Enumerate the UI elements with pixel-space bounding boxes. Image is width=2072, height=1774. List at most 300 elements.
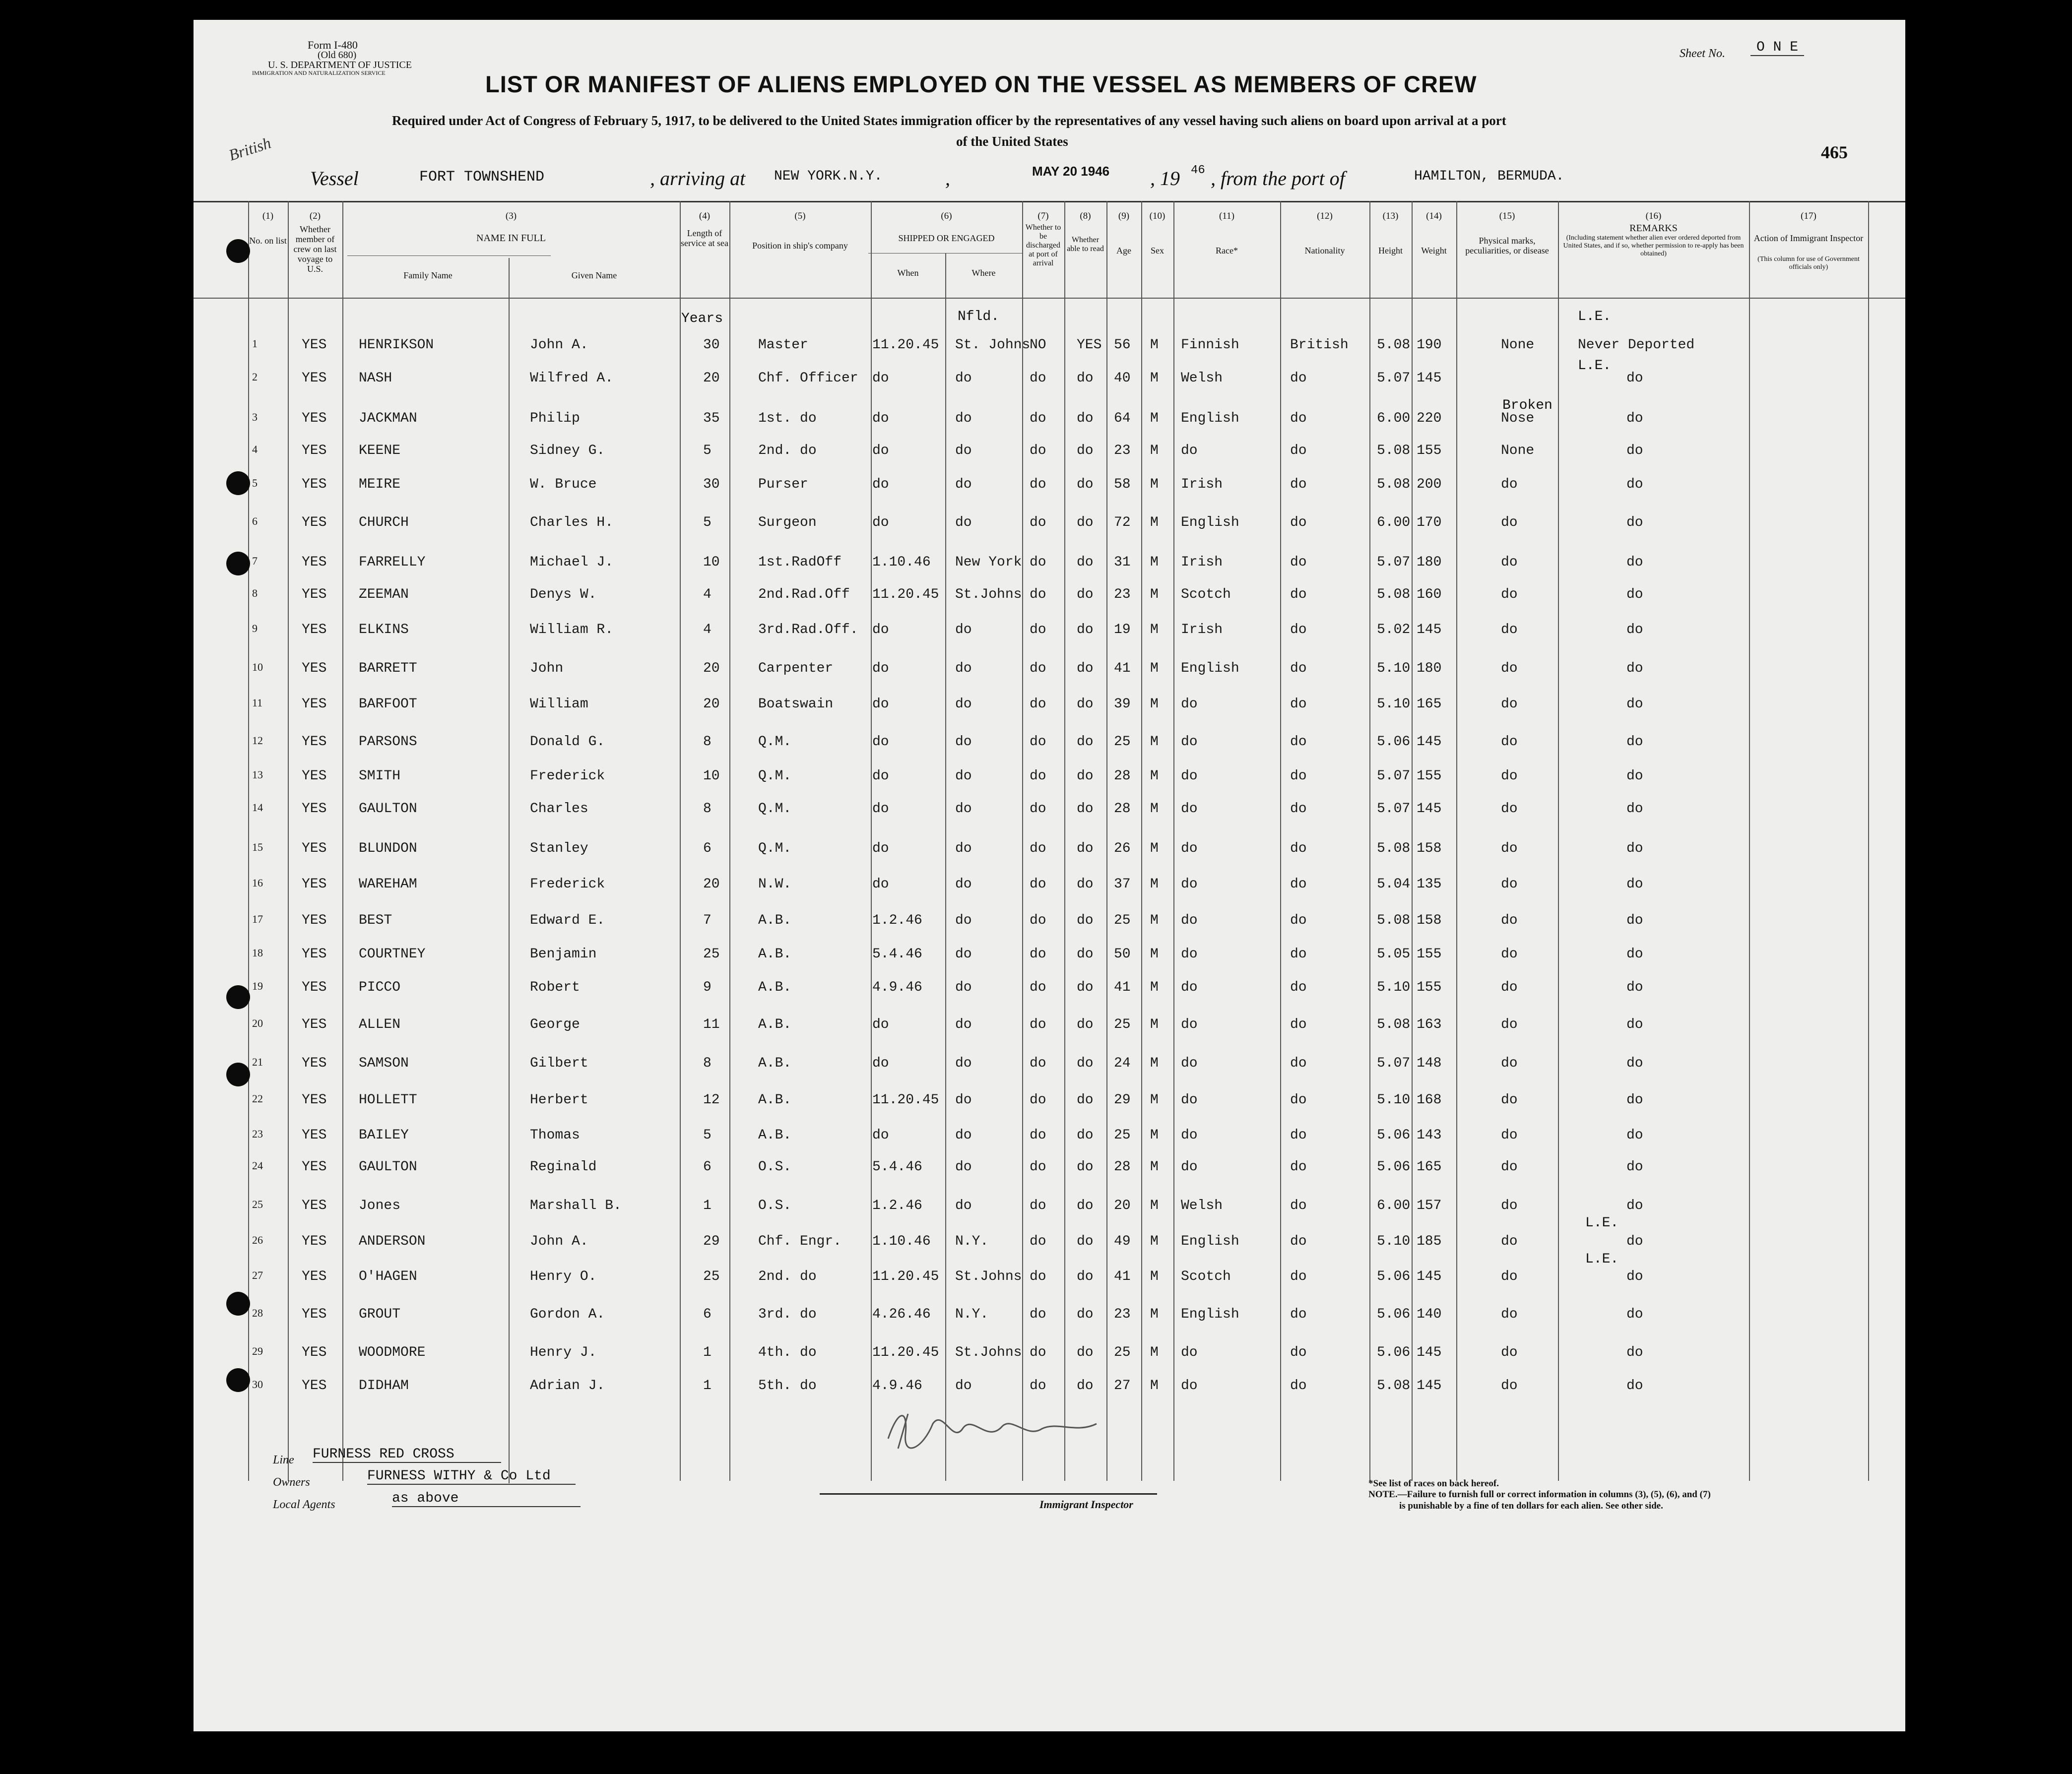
nationality: do — [1290, 1307, 1307, 1322]
col-head-weight: Weight — [1421, 246, 1447, 255]
shipped-where: N.Y. — [955, 1307, 989, 1322]
col-num-7: (7) — [1037, 211, 1049, 221]
length-of-service: 25 — [703, 947, 720, 962]
height: 6.00 — [1377, 515, 1411, 530]
crew-last-voyage: YES — [302, 734, 327, 750]
able-to-read: do — [1077, 841, 1094, 856]
remarks: do — [1626, 622, 1643, 637]
family-name: O'HAGEN — [359, 1269, 417, 1284]
remarks: do — [1626, 477, 1643, 492]
col-head-remarks: REMARKS — [1629, 223, 1678, 234]
sex: M — [1150, 555, 1159, 570]
race: do — [1181, 980, 1198, 995]
height: 5.06 — [1377, 734, 1411, 750]
position: A.B. — [758, 947, 792, 962]
age: 31 — [1114, 555, 1131, 570]
physical-marks: do — [1501, 697, 1518, 712]
year-value: 46 — [1191, 164, 1205, 177]
col-head-position: Position in ship's company — [752, 241, 848, 251]
given-name: George — [530, 1017, 580, 1032]
able-to-read: do — [1077, 801, 1094, 817]
height: 5.10 — [1377, 697, 1411, 712]
crew-last-voyage: YES — [302, 913, 327, 928]
weight: 145 — [1417, 371, 1442, 386]
sex: M — [1150, 1234, 1159, 1249]
remarks: do — [1626, 1378, 1643, 1394]
length-of-service: 20 — [703, 371, 720, 386]
crew-last-voyage: YES — [302, 1128, 327, 1143]
col-head-height: Height — [1378, 246, 1403, 255]
to-be-discharged: do — [1030, 587, 1046, 602]
owners-label: Owners — [273, 1476, 310, 1489]
length-of-service: 1 — [703, 1198, 712, 1213]
shipped-when: do — [872, 768, 889, 784]
to-be-discharged: do — [1030, 371, 1046, 386]
race: do — [1181, 1017, 1198, 1032]
able-to-read: do — [1077, 443, 1094, 458]
shipped-where: do — [955, 801, 972, 817]
sex: M — [1150, 411, 1159, 426]
height: 5.02 — [1377, 622, 1411, 637]
height: 5.08 — [1377, 841, 1411, 856]
col-num-3: (3) — [505, 211, 517, 221]
row-number: 24 — [252, 1159, 263, 1172]
table-row — [194, 1345, 1905, 1368]
age: 72 — [1114, 515, 1131, 530]
to-be-discharged: do — [1030, 980, 1046, 995]
given-name: Sidney G. — [530, 443, 605, 458]
age: 28 — [1114, 801, 1131, 817]
length-of-service: 9 — [703, 980, 712, 995]
nationality: do — [1290, 622, 1307, 637]
height: 5.06 — [1377, 1307, 1411, 1322]
physical-marks: Nose — [1501, 411, 1535, 426]
row-number: 16 — [252, 877, 263, 889]
physical-marks: do — [1501, 801, 1518, 817]
col-num-1: (1) — [262, 211, 274, 221]
col-head-service: Length of service at sea — [681, 228, 728, 248]
height: 5.08 — [1377, 443, 1411, 458]
position: Boatswain — [758, 697, 834, 712]
length-of-service: 12 — [703, 1092, 720, 1108]
weight: 145 — [1417, 1345, 1442, 1360]
remarks: do — [1626, 1017, 1643, 1032]
nationality: do — [1290, 734, 1307, 750]
col-head-discharged: Whether to be discharged at port of arrival — [1025, 223, 1061, 267]
row-number: 12 — [252, 734, 263, 747]
age: 40 — [1114, 371, 1131, 386]
height: 5.10 — [1377, 1092, 1411, 1108]
row-number: 25 — [252, 1198, 263, 1210]
weight: 145 — [1417, 622, 1442, 637]
physical-marks: do — [1501, 877, 1518, 892]
shipped-where: do — [955, 1056, 972, 1071]
remarks: do — [1626, 1056, 1643, 1071]
family-name: COURTNEY — [359, 947, 426, 962]
arrival-date-stamp: MAY 20 1946 — [1032, 164, 1110, 179]
position: Chf. Officer — [758, 371, 858, 386]
weight: 220 — [1417, 411, 1442, 426]
to-be-discharged: do — [1030, 697, 1046, 712]
weight: 155 — [1417, 947, 1442, 962]
sex: M — [1150, 913, 1159, 928]
row-number: 19 — [252, 980, 263, 992]
crew-last-voyage: YES — [302, 1056, 327, 1071]
row-number: 9 — [252, 622, 258, 634]
sex: M — [1150, 877, 1159, 892]
shipped-where: do — [955, 1378, 972, 1394]
nfld-label: Nfld. — [958, 309, 1000, 324]
position: O.S. — [758, 1198, 792, 1213]
row-number: 14 — [252, 801, 263, 814]
height: 5.06 — [1377, 1128, 1411, 1143]
family-name: JACKMAN — [359, 411, 417, 426]
crew-last-voyage: YES — [302, 980, 327, 995]
remarks: do — [1626, 587, 1643, 602]
crew-last-voyage: YES — [302, 555, 327, 570]
table-row — [194, 555, 1905, 577]
agents-label: Local Agents — [273, 1498, 335, 1511]
remarks: do — [1626, 1345, 1643, 1360]
shipped-where: New York — [955, 555, 1022, 570]
shipped-when: 1.10.46 — [872, 555, 931, 570]
physical-marks: do — [1501, 947, 1518, 962]
row-number: 23 — [252, 1128, 263, 1140]
crew-last-voyage: YES — [302, 587, 327, 602]
row-number: 13 — [252, 768, 263, 781]
crew-last-voyage: YES — [302, 1307, 327, 1322]
table-row — [194, 697, 1905, 719]
height: 5.08 — [1377, 477, 1411, 492]
manifest-sheet — [194, 20, 1905, 1731]
weight: 140 — [1417, 1307, 1442, 1322]
crew-last-voyage: YES — [302, 768, 327, 784]
col-head-nationality: Nationality — [1304, 246, 1345, 255]
position: Master — [758, 337, 808, 353]
binder-hole — [226, 985, 250, 1009]
remarks: do — [1626, 411, 1643, 426]
physical-marks: do — [1501, 515, 1518, 530]
race: Irish — [1181, 477, 1223, 492]
col-head-shipped: SHIPPED OR ENGAGED — [898, 233, 995, 243]
to-be-discharged: do — [1030, 913, 1046, 928]
col-head-marks: Physical marks, peculiarities, or disease — [1465, 236, 1549, 255]
given-name: Henry J. — [530, 1345, 597, 1360]
shipped-when: do — [872, 1017, 889, 1032]
able-to-read: do — [1077, 1234, 1094, 1249]
sex: M — [1150, 622, 1159, 637]
position: 2nd. do — [758, 443, 817, 458]
to-be-discharged: do — [1030, 1092, 1046, 1108]
row-number: 3 — [252, 411, 258, 423]
row-number: 2 — [252, 371, 258, 383]
position: N.W. — [758, 877, 792, 892]
table-row — [194, 947, 1905, 969]
row-number: 5 — [252, 477, 258, 489]
to-be-discharged: do — [1030, 734, 1046, 750]
position: A.B. — [758, 1092, 792, 1108]
nationality: do — [1290, 1159, 1307, 1175]
crew-last-voyage: YES — [302, 1234, 327, 1249]
remarks: do — [1626, 443, 1643, 458]
shipped-where: do — [955, 622, 972, 637]
shipped-when: do — [872, 371, 889, 386]
physical-marks: do — [1501, 477, 1518, 492]
age: 41 — [1114, 1269, 1131, 1284]
race: do — [1181, 801, 1198, 817]
length-of-service: 6 — [703, 1307, 712, 1322]
shipped-where: do — [955, 411, 972, 426]
form-number: Form I-480 — [308, 39, 358, 51]
length-of-service: 5 — [703, 1128, 712, 1143]
to-be-discharged: do — [1030, 515, 1046, 530]
col-head-inspector-sub: (This column for use of Government officials only) — [1757, 255, 1860, 271]
physical-marks: do — [1501, 980, 1518, 995]
given-name: Benjamin — [530, 947, 597, 962]
length-of-service: 30 — [703, 337, 720, 353]
nationality: do — [1290, 515, 1307, 530]
able-to-read: do — [1077, 661, 1094, 676]
row-number: 4 — [252, 443, 258, 455]
race: Finnish — [1181, 337, 1239, 353]
family-name: NASH — [359, 371, 392, 386]
service-name: IMMIGRATION AND NATURALIZATION SERVICE — [252, 69, 386, 76]
age: 39 — [1114, 697, 1131, 712]
position: 3rd.Rad.Off. — [758, 622, 858, 637]
crew-last-voyage: YES — [302, 697, 327, 712]
name-header-rule — [347, 255, 551, 256]
col-num-10: (10) — [1149, 211, 1166, 221]
table-row — [194, 1056, 1905, 1078]
height: 5.08 — [1377, 337, 1411, 353]
weight: 145 — [1417, 1269, 1442, 1284]
sex: M — [1150, 1378, 1159, 1394]
family-name: WAREHAM — [359, 877, 417, 892]
owners-value: FURNESS WITHY & Co Ltd — [367, 1468, 576, 1485]
col-head-number: No. on list — [249, 236, 287, 246]
race: English — [1181, 411, 1239, 426]
race: Welsh — [1181, 1198, 1223, 1213]
remarks: do — [1626, 734, 1643, 750]
physical-marks: do — [1501, 661, 1518, 676]
line-label: Line — [273, 1454, 294, 1466]
given-name: Charles H. — [530, 515, 614, 530]
able-to-read: do — [1077, 947, 1094, 962]
given-name: Reginald — [530, 1159, 597, 1175]
nationality: do — [1290, 1234, 1307, 1249]
remark-le-row2: L.E. — [1578, 358, 1612, 374]
physical-marks: do — [1501, 734, 1518, 750]
sex: M — [1150, 1056, 1159, 1071]
shipped-when: do — [872, 1128, 889, 1143]
remarks: do — [1626, 1269, 1643, 1284]
shipped-where: do — [955, 515, 972, 530]
able-to-read: YES — [1077, 337, 1102, 353]
nationality: do — [1290, 1092, 1307, 1108]
height: 5.07 — [1377, 1056, 1411, 1071]
col-num-5: (5) — [794, 211, 806, 221]
sex: M — [1150, 371, 1159, 386]
position: Carpenter — [758, 661, 834, 676]
table-row — [194, 768, 1905, 791]
shipped-where: St. Johns — [955, 337, 1031, 353]
row-number: 6 — [252, 515, 258, 527]
able-to-read: do — [1077, 587, 1094, 602]
sex: M — [1150, 947, 1159, 962]
race: do — [1181, 697, 1198, 712]
table-row — [194, 1159, 1905, 1182]
to-be-discharged: do — [1030, 947, 1046, 962]
given-name: Denys W. — [530, 587, 597, 602]
crew-last-voyage: YES — [302, 443, 327, 458]
family-name: FARRELLY — [359, 555, 426, 570]
position: A.B. — [758, 1017, 792, 1032]
table-row — [194, 913, 1905, 936]
nationality: do — [1290, 371, 1307, 386]
row-number: 1 — [252, 337, 258, 350]
race: Scotch — [1181, 1269, 1231, 1284]
shipped-when: do — [872, 1056, 889, 1071]
sex: M — [1150, 337, 1159, 353]
col-head-where: Where — [971, 268, 996, 278]
to-be-discharged: do — [1030, 661, 1046, 676]
shipped-where: do — [955, 768, 972, 784]
race: do — [1181, 1378, 1198, 1394]
height: 5.05 — [1377, 947, 1411, 962]
shipped-where: do — [955, 947, 972, 962]
to-be-discharged: do — [1030, 841, 1046, 856]
able-to-read: do — [1077, 734, 1094, 750]
age: 37 — [1114, 877, 1131, 892]
age: 50 — [1114, 947, 1131, 962]
race: do — [1181, 841, 1198, 856]
table-row — [194, 1017, 1905, 1040]
able-to-read: do — [1077, 697, 1094, 712]
physical-marks: do — [1501, 1017, 1518, 1032]
shipped-where: do — [955, 1198, 972, 1213]
shipped-where: do — [955, 913, 972, 928]
height: 5.07 — [1377, 371, 1411, 386]
remarks: do — [1626, 697, 1643, 712]
shipped-where: do — [955, 980, 972, 995]
sex: M — [1150, 1269, 1159, 1284]
nationality: do — [1290, 1198, 1307, 1213]
length-of-service: 4 — [703, 587, 712, 602]
age: 29 — [1114, 1092, 1131, 1108]
remarks: do — [1626, 841, 1643, 856]
table-row — [194, 1307, 1905, 1330]
length-of-service: 8 — [703, 1056, 712, 1071]
height: 5.10 — [1377, 980, 1411, 995]
position: 2nd.Rad.Off — [758, 587, 850, 602]
nationality: do — [1290, 1269, 1307, 1284]
table-row — [194, 1128, 1905, 1150]
nationality: do — [1290, 587, 1307, 602]
height: 5.08 — [1377, 1017, 1411, 1032]
length-of-service: 1 — [703, 1378, 712, 1394]
table-row — [194, 411, 1905, 434]
given-name: Philip — [530, 411, 580, 426]
table-row — [194, 980, 1905, 1003]
physical-marks: do — [1501, 1056, 1518, 1071]
race: do — [1181, 1345, 1198, 1360]
physical-marks: do — [1501, 622, 1518, 637]
crew-last-voyage: YES — [302, 371, 327, 386]
family-name: BARRETT — [359, 661, 417, 676]
age: 20 — [1114, 1198, 1131, 1213]
row-number: 10 — [252, 661, 263, 673]
physical-marks: do — [1501, 555, 1518, 570]
col-head-age: Age — [1116, 246, 1131, 255]
inspector-signature-line — [820, 1493, 1157, 1495]
to-be-discharged: do — [1030, 443, 1046, 458]
weight: 145 — [1417, 734, 1442, 750]
col-num-8: (8) — [1080, 211, 1091, 221]
shipped-where: St.Johns — [955, 1269, 1022, 1284]
col-num-17: (17) — [1801, 211, 1816, 221]
shipped-where: St.Johns — [955, 587, 1022, 602]
crew-last-voyage: YES — [302, 1345, 327, 1360]
form-old-number: (Old 680) — [318, 50, 357, 61]
sex: M — [1150, 477, 1159, 492]
remarks: do — [1626, 1128, 1643, 1143]
nationality: do — [1290, 947, 1307, 962]
age: 24 — [1114, 1056, 1131, 1071]
to-be-discharged: do — [1030, 622, 1046, 637]
height: 5.04 — [1377, 877, 1411, 892]
sheet-number-label: Sheet No. — [1680, 47, 1725, 60]
col-head-inspector: Action of Immigrant Inspector — [1753, 233, 1864, 243]
crew-last-voyage: YES — [302, 411, 327, 426]
sex: M — [1150, 841, 1159, 856]
family-name: GAULTON — [359, 801, 417, 817]
sex: M — [1150, 801, 1159, 817]
family-name: GAULTON — [359, 1159, 417, 1175]
height: 5.08 — [1377, 913, 1411, 928]
to-be-discharged: do — [1030, 1378, 1046, 1394]
shipped-when: do — [872, 734, 889, 750]
given-name: Frederick — [530, 768, 605, 784]
nationality: do — [1290, 801, 1307, 817]
col-line-3b — [509, 258, 510, 1483]
weight: 190 — [1417, 337, 1442, 353]
nationality: do — [1290, 841, 1307, 856]
col-num-14: (14) — [1426, 211, 1442, 221]
physical-marks: do — [1501, 1345, 1518, 1360]
physical-marks: do — [1501, 1128, 1518, 1143]
family-name: PICCO — [359, 980, 401, 995]
col-head-remarks-sub: (Including statement whether alien ever ordered deported from United States, and if so, whether permission to re-apply has been obtained) — [1563, 234, 1744, 257]
shipped-when: do — [872, 877, 889, 892]
remarks: do — [1626, 1092, 1643, 1108]
weight: 163 — [1417, 1017, 1442, 1032]
nationality: do — [1290, 768, 1307, 784]
nationality: do — [1290, 1345, 1307, 1360]
sex: M — [1150, 587, 1159, 602]
given-name: Marshall B. — [530, 1198, 622, 1213]
family-name: ANDERSON — [359, 1234, 426, 1249]
shipped-where: do — [955, 661, 972, 676]
col-head-sex: Sex — [1151, 246, 1164, 255]
nationality: do — [1290, 877, 1307, 892]
remarks: do — [1626, 801, 1643, 817]
family-name: KEENE — [359, 443, 401, 458]
age: 25 — [1114, 1017, 1131, 1032]
shipped-when: 11.20.45 — [872, 587, 939, 602]
physical-marks: do — [1501, 913, 1518, 928]
weight: 200 — [1417, 477, 1442, 492]
crew-last-voyage: YES — [302, 1378, 327, 1394]
